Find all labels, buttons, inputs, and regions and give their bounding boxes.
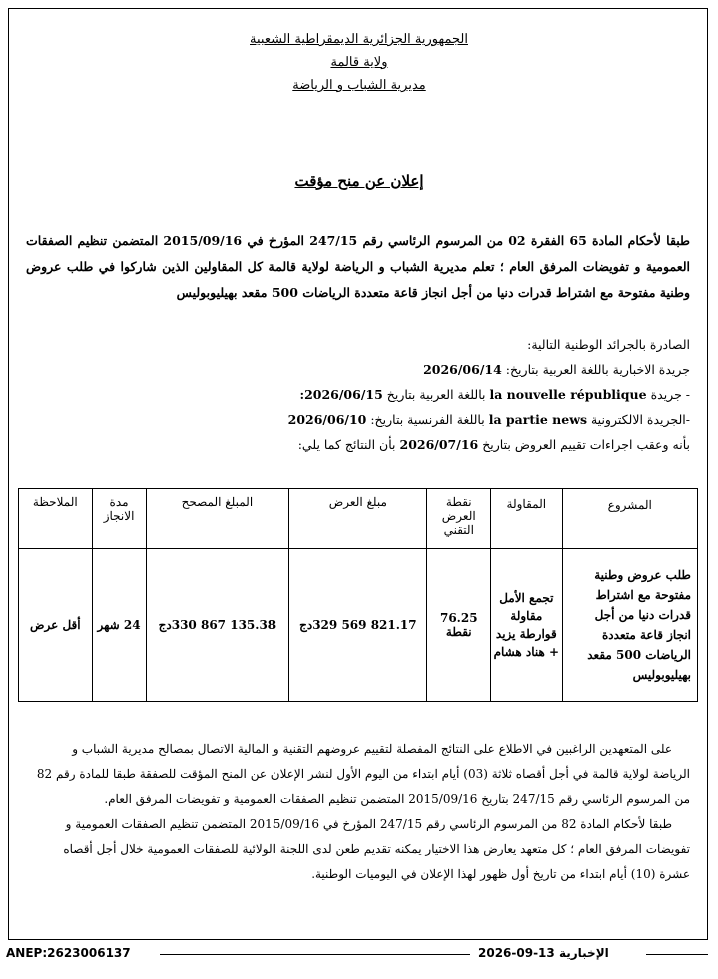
footer-divider-right: [646, 954, 708, 955]
closing-line-6: عشرة (10) أيام ابتداء من تاريخ أول ظهور لهذا الإعلان في اليوميات الوطنية.: [311, 867, 690, 881]
cell-project: طلب عروض وطنية مفتوحة مع اشتراط قدرات دنيا من أجل انجاز قاعة متعددة الرياضات 500 مقعد بهيليوبوليس: [562, 549, 697, 702]
publication-1: [26, 357, 690, 382]
header-project: المشروع: [562, 489, 697, 549]
closing-line-4: طبقا لأحكام المادة 82 من المرسوم الرئاسي رقم 247/15 المؤرخ في 2015/09/16 المتضمن تنظيم الصفقات العمومية و: [65, 817, 672, 831]
cell-technical-score: 76.25 نقطة: [427, 549, 491, 702]
publication-2-prefix: - جريدة: [650, 387, 690, 402]
publication-3-date: 2026/06/10: [287, 412, 367, 427]
header-note: الملاحظة: [19, 489, 93, 549]
header-contractor: المقاولة: [491, 489, 562, 549]
evaluation-line: [26, 432, 690, 457]
evaluation-date: 2026/07/16: [399, 437, 479, 452]
publication-1-date: 2026/06/14: [423, 362, 502, 377]
evaluation-suffix: بأن النتائج كما يلي:: [297, 437, 396, 452]
page-footer: [0, 946, 718, 966]
publication-date: 2026-09-13: [478, 946, 555, 960]
publications-list: [26, 332, 690, 457]
closing-line-1: على المتعهدين الراغبين في الاطلاع على النتائج المفصلة لتقييم عروضهم التقنية و المالية الاتصال بمصالح مديرية الشباب و: [72, 742, 672, 756]
notice-title: إعلان عن منح مؤقت: [294, 172, 424, 190]
publication-2-label: باللغة العربية بتاريخ: [386, 387, 486, 402]
cell-duration: 24 شهر: [92, 549, 146, 702]
cell-contractor: تجمع الأمل مقاولة قوارطة يزيد + هناد هشام: [491, 549, 562, 702]
cell-note: أقل عرض: [19, 549, 93, 702]
header-directorate: مديرية الشباب و الرياضة: [292, 78, 426, 93]
closing-text: [26, 737, 690, 887]
cell-corrected-amount: 135.38 867 330دج: [146, 549, 289, 702]
publication-1-label: جريدة الاخبارية باللغة العربية بتاريخ:: [505, 362, 690, 377]
publication-2-date: 2026/06/15:: [299, 387, 383, 402]
results-table: [18, 488, 698, 702]
header-technical-score: نقطة العرض التقني: [427, 489, 491, 549]
publication-3-prefix: -الجريدة الالكترونية: [590, 412, 690, 427]
closing-line-2: الرياضة لولاية قالمة في أجل أقصاه ثلاثة (03) أيام ابتداء من اليوم الأول لنشر الإعلان عن المنح المؤقت للصفقة طبقا للمادة رقم 82: [36, 767, 690, 781]
publication-3-name: la partie news: [488, 412, 587, 427]
header-wilaya: ولاية قالمة: [330, 55, 388, 70]
header-corrected-amount: المبلغ المصحح: [146, 489, 289, 549]
evaluation-prefix: بأنه وعقب اجراءات تقييم العروض بتاريخ: [482, 437, 690, 452]
intro-paragraph: [26, 228, 690, 306]
published-heading: الصادرة بالجرائد الوطنية التالية:: [527, 337, 690, 352]
closing-line-5: تفويضات المرفق العام ؛ كل متعهد يعارض هذا الاختيار يمكنه تقديم طعن لدى اللجنة الولائية للصفقات العمومية خلال أجل أقصاه: [63, 842, 690, 856]
document-header: [0, 28, 718, 97]
intro-text: طبقا لأحكام المادة 65 الفقرة 02 من المرسوم الرئاسي رقم 247/15 المؤرخ في 2015/09/16 المتضمن تنظيم الصفقات العمومية و تفويضات المرفق العام ؛ تعلم مديرية الشباب و الرياضة لولاية قالمة كل المقاولين الذين شاركوا في طلب عروض وطنية مفتوحة مع اشتراط قدرات دنيا من أجل انجاز قاعة متعددة الرياضات 500 مقعد بهيليوبوليس: [26, 233, 690, 300]
cell-bid-amount: 821.17 569 329دج: [289, 549, 427, 702]
publication-info: [478, 946, 609, 960]
header-republic: الجمهورية الجزائرية الديمقراطية الشعبية: [250, 32, 468, 47]
publication-3: [26, 407, 690, 432]
header-duration: مدة الانجاز: [92, 489, 146, 549]
results-header-row: [19, 489, 698, 549]
publication-3-label: باللغة الفرنسية بتاريخ:: [370, 412, 485, 427]
publication-2-name: la nouvelle république: [489, 387, 647, 402]
anep-reference: ANEP:2623006137: [6, 946, 131, 960]
table-row: [19, 549, 698, 702]
closing-line-3: من المرسوم الرئاسي رقم 247/15 بتاريخ 2015/09/16 المتضمن تنظيم الصفقات العمومية و تفويضات المرفق العام.: [104, 792, 690, 806]
footer-divider-left: [160, 954, 470, 955]
newspaper-name: الإخبارية: [558, 946, 609, 960]
publication-2: [26, 382, 690, 407]
header-bid-amount: مبلغ العرض: [289, 489, 427, 549]
